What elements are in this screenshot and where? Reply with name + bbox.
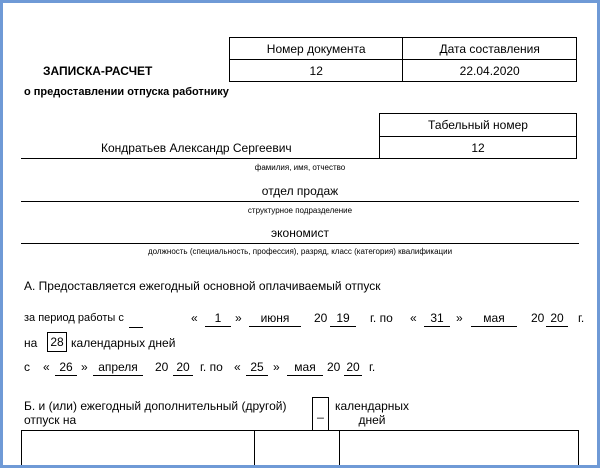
section-b-days-label-line1: календарных: [334, 399, 410, 413]
start-label: с: [24, 360, 30, 374]
start-year-suffix: 20: [173, 360, 193, 376]
start-month: апреля: [93, 360, 143, 376]
to-year-suffix: 20: [546, 311, 568, 327]
on-label: на: [24, 336, 38, 350]
document-subtitle: о предоставлении отпуска работнику: [24, 86, 229, 98]
end-day: 25: [246, 360, 268, 376]
to-day: 31: [424, 311, 450, 327]
end-close-quote: »: [273, 360, 280, 374]
period-label-underline: [129, 327, 143, 328]
end-open-quote: «: [234, 360, 241, 374]
position-value: экономист: [271, 226, 329, 240]
start-close-quote: »: [81, 360, 88, 374]
days-label: календарных дней: [71, 336, 176, 350]
to-open-quote: «: [410, 311, 417, 325]
from-year-suffix: 19: [330, 311, 356, 327]
from-to-label: г. по: [370, 311, 393, 325]
name-caption: фамилия, имя, отчество: [254, 163, 346, 172]
doc-date-header: Дата составления: [403, 38, 577, 60]
name-underline: [21, 158, 379, 159]
from-day: 1: [205, 311, 231, 327]
position-underline: [21, 243, 579, 244]
days-count-box: 28: [47, 332, 67, 352]
section-b-title-line1: Б. и (или) ежегодный дополнительный (другой): [24, 399, 287, 413]
to-month: мая: [471, 311, 517, 327]
end-year-suffix: 20: [344, 360, 362, 376]
doc-date-value: 22.04.2020: [403, 60, 577, 82]
section-a-title: А. Предоставляется ежегодный основной оплачиваемый отпуск: [24, 279, 381, 293]
period-label: за период работы с: [24, 312, 124, 324]
to-close-quote: »: [456, 311, 463, 325]
from-year-prefix: 20: [314, 311, 328, 325]
start-day: 26: [55, 360, 77, 376]
tab-number-header: Табельный номер: [380, 114, 577, 137]
tab-number-value: 12: [380, 137, 577, 159]
from-close-quote: »: [235, 311, 242, 325]
from-open-quote: «: [191, 311, 198, 325]
doc-number-value: 12: [230, 60, 403, 82]
section-b-days-label-line2: дней: [358, 413, 386, 427]
department-value: отдел продаж: [261, 184, 339, 198]
to-year-mark: г.: [578, 311, 585, 325]
section-b-days-label: [329, 399, 415, 427]
section-b-col-4: [578, 430, 579, 468]
doc-number-header: Номер документа: [230, 38, 403, 60]
section-b-title: [24, 399, 287, 427]
document-info-table: [229, 37, 577, 82]
section-b-col-2: [254, 430, 255, 468]
start-year-prefix: 20: [155, 360, 169, 374]
section-b-col-1: [21, 430, 22, 468]
start-to-label: г. по: [200, 360, 223, 374]
end-month: мая: [287, 360, 323, 376]
employee-name: Кондратьев Александр Сергеевич: [101, 141, 292, 155]
document-title: ЗАПИСКА-РАСЧЕТ: [43, 64, 153, 78]
end-year-prefix: 20: [327, 360, 341, 374]
from-month: июня: [249, 311, 301, 327]
to-year-prefix: 20: [531, 311, 545, 325]
section-b-title-line2: отпуск на: [24, 413, 77, 427]
department-underline: [21, 201, 579, 202]
section-b-table-top: [21, 430, 579, 431]
department-caption: структурное подразделение: [247, 206, 353, 215]
start-open-quote: «: [43, 360, 50, 374]
tab-number-table: [379, 113, 577, 159]
section-b-col-3: [339, 430, 340, 468]
position-caption: должность (специальность, профессия), разряд, класс (категория) квалификации: [147, 247, 453, 256]
additional-days-box: _: [312, 397, 329, 430]
end-year-mark: г.: [369, 360, 376, 374]
